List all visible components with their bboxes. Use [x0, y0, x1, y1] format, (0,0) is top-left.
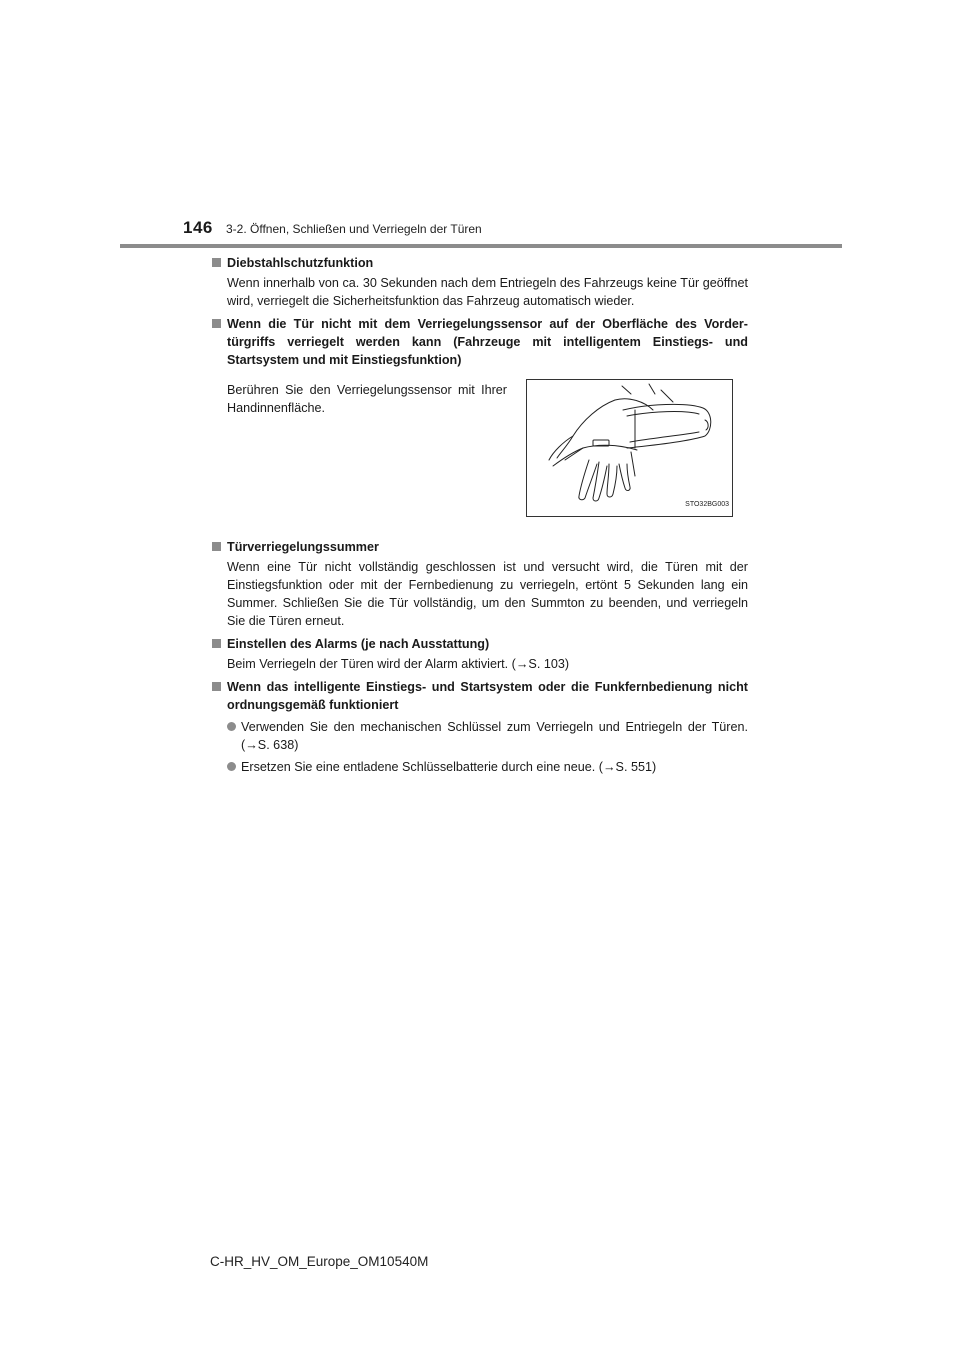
section-heading-text: Wenn die Tür nicht mit dem Verriegelungssensor auf der Oberfläche des Vordertürgriffs verriegelt werden kann (Fahrzeuge mit intelligentem Einstiegs- und Startsystem und mit Einstiegsfunktion) — [227, 317, 748, 367]
circle-bullet-icon — [227, 762, 236, 771]
page-number: 146 — [183, 218, 213, 237]
list-item-text: Verwenden Sie den mechanischen Schlüssel zum Verriegeln und Entriegeln der Türen. (→S. 638) — [241, 720, 748, 752]
section-heading — [211, 635, 748, 653]
square-bullet-icon — [212, 319, 221, 328]
section-system-malfunction — [211, 678, 748, 776]
section-alarm-setting — [211, 635, 748, 673]
section-heading — [211, 678, 748, 714]
section-heading-text: Diebstahlschutzfunktion — [227, 256, 374, 270]
list-item — [227, 718, 748, 754]
circle-bullet-icon — [227, 722, 236, 731]
square-bullet-icon — [212, 542, 221, 551]
section-body: Wenn innerhalb von ca. 30 Sekunden nach dem Entriegeln des Fahrzeugs keine Tür geöffnet wird, verriegelt die Sicherheitsfunktion das Fahrzeug automatisch wieder. — [227, 276, 748, 308]
chapter-title: 3-2. Öffnen, Schließen und Verriegeln der Türen — [226, 222, 482, 236]
section-heading-text: Einstellen des Alarms (je nach Ausstattung) — [227, 637, 490, 651]
section-heading-text: Wenn das intelligente Einstiegs- und Startsystem oder die Funkfernbedienung nicht ordnungsgemäß funktioniert — [227, 680, 748, 712]
list-item-text: Ersetzen Sie eine entladene Schlüsselbatterie durch eine neue. (→S. 551) — [241, 760, 657, 774]
section-body: Wenn eine Tür nicht vollständig geschlossen ist und versucht wird, die Türen mit der Einstiegsfunktion oder mit der Fernbedienung zu verriegeln, ertönt 5 Sekunden lang ein Summer. Schließen Sie die Tür vollständig, um den Summton zu beenden, und verriegeln Sie die Türen erneut. — [227, 560, 748, 628]
section-body: Beim Verriegeln der Türen wird der Alarm aktiviert. (→S. 103) — [227, 657, 570, 671]
section-anti-theft — [211, 254, 748, 310]
section-heading — [211, 315, 748, 369]
footer-manual-code: C-HR_HV_OM_Europe_OM10540M — [210, 1254, 429, 1269]
section-body: Berühren Sie den Verriegelungssensor mit Ihrer Handinnenfläche. — [227, 383, 507, 415]
header-divider — [120, 244, 842, 248]
square-bullet-icon — [212, 682, 221, 691]
section-heading — [211, 254, 748, 272]
square-bullet-icon — [212, 639, 221, 648]
section-heading-text: Türverriegelungssummer — [227, 540, 379, 554]
square-bullet-icon — [212, 258, 221, 267]
section-lock-buzzer — [211, 538, 748, 630]
page-content — [211, 254, 748, 781]
list-item — [227, 758, 748, 776]
door-handle-figure — [526, 379, 733, 517]
section-heading — [211, 538, 748, 556]
section-lock-sensor — [211, 315, 748, 533]
figure-code: STO32BG003 — [685, 501, 729, 508]
